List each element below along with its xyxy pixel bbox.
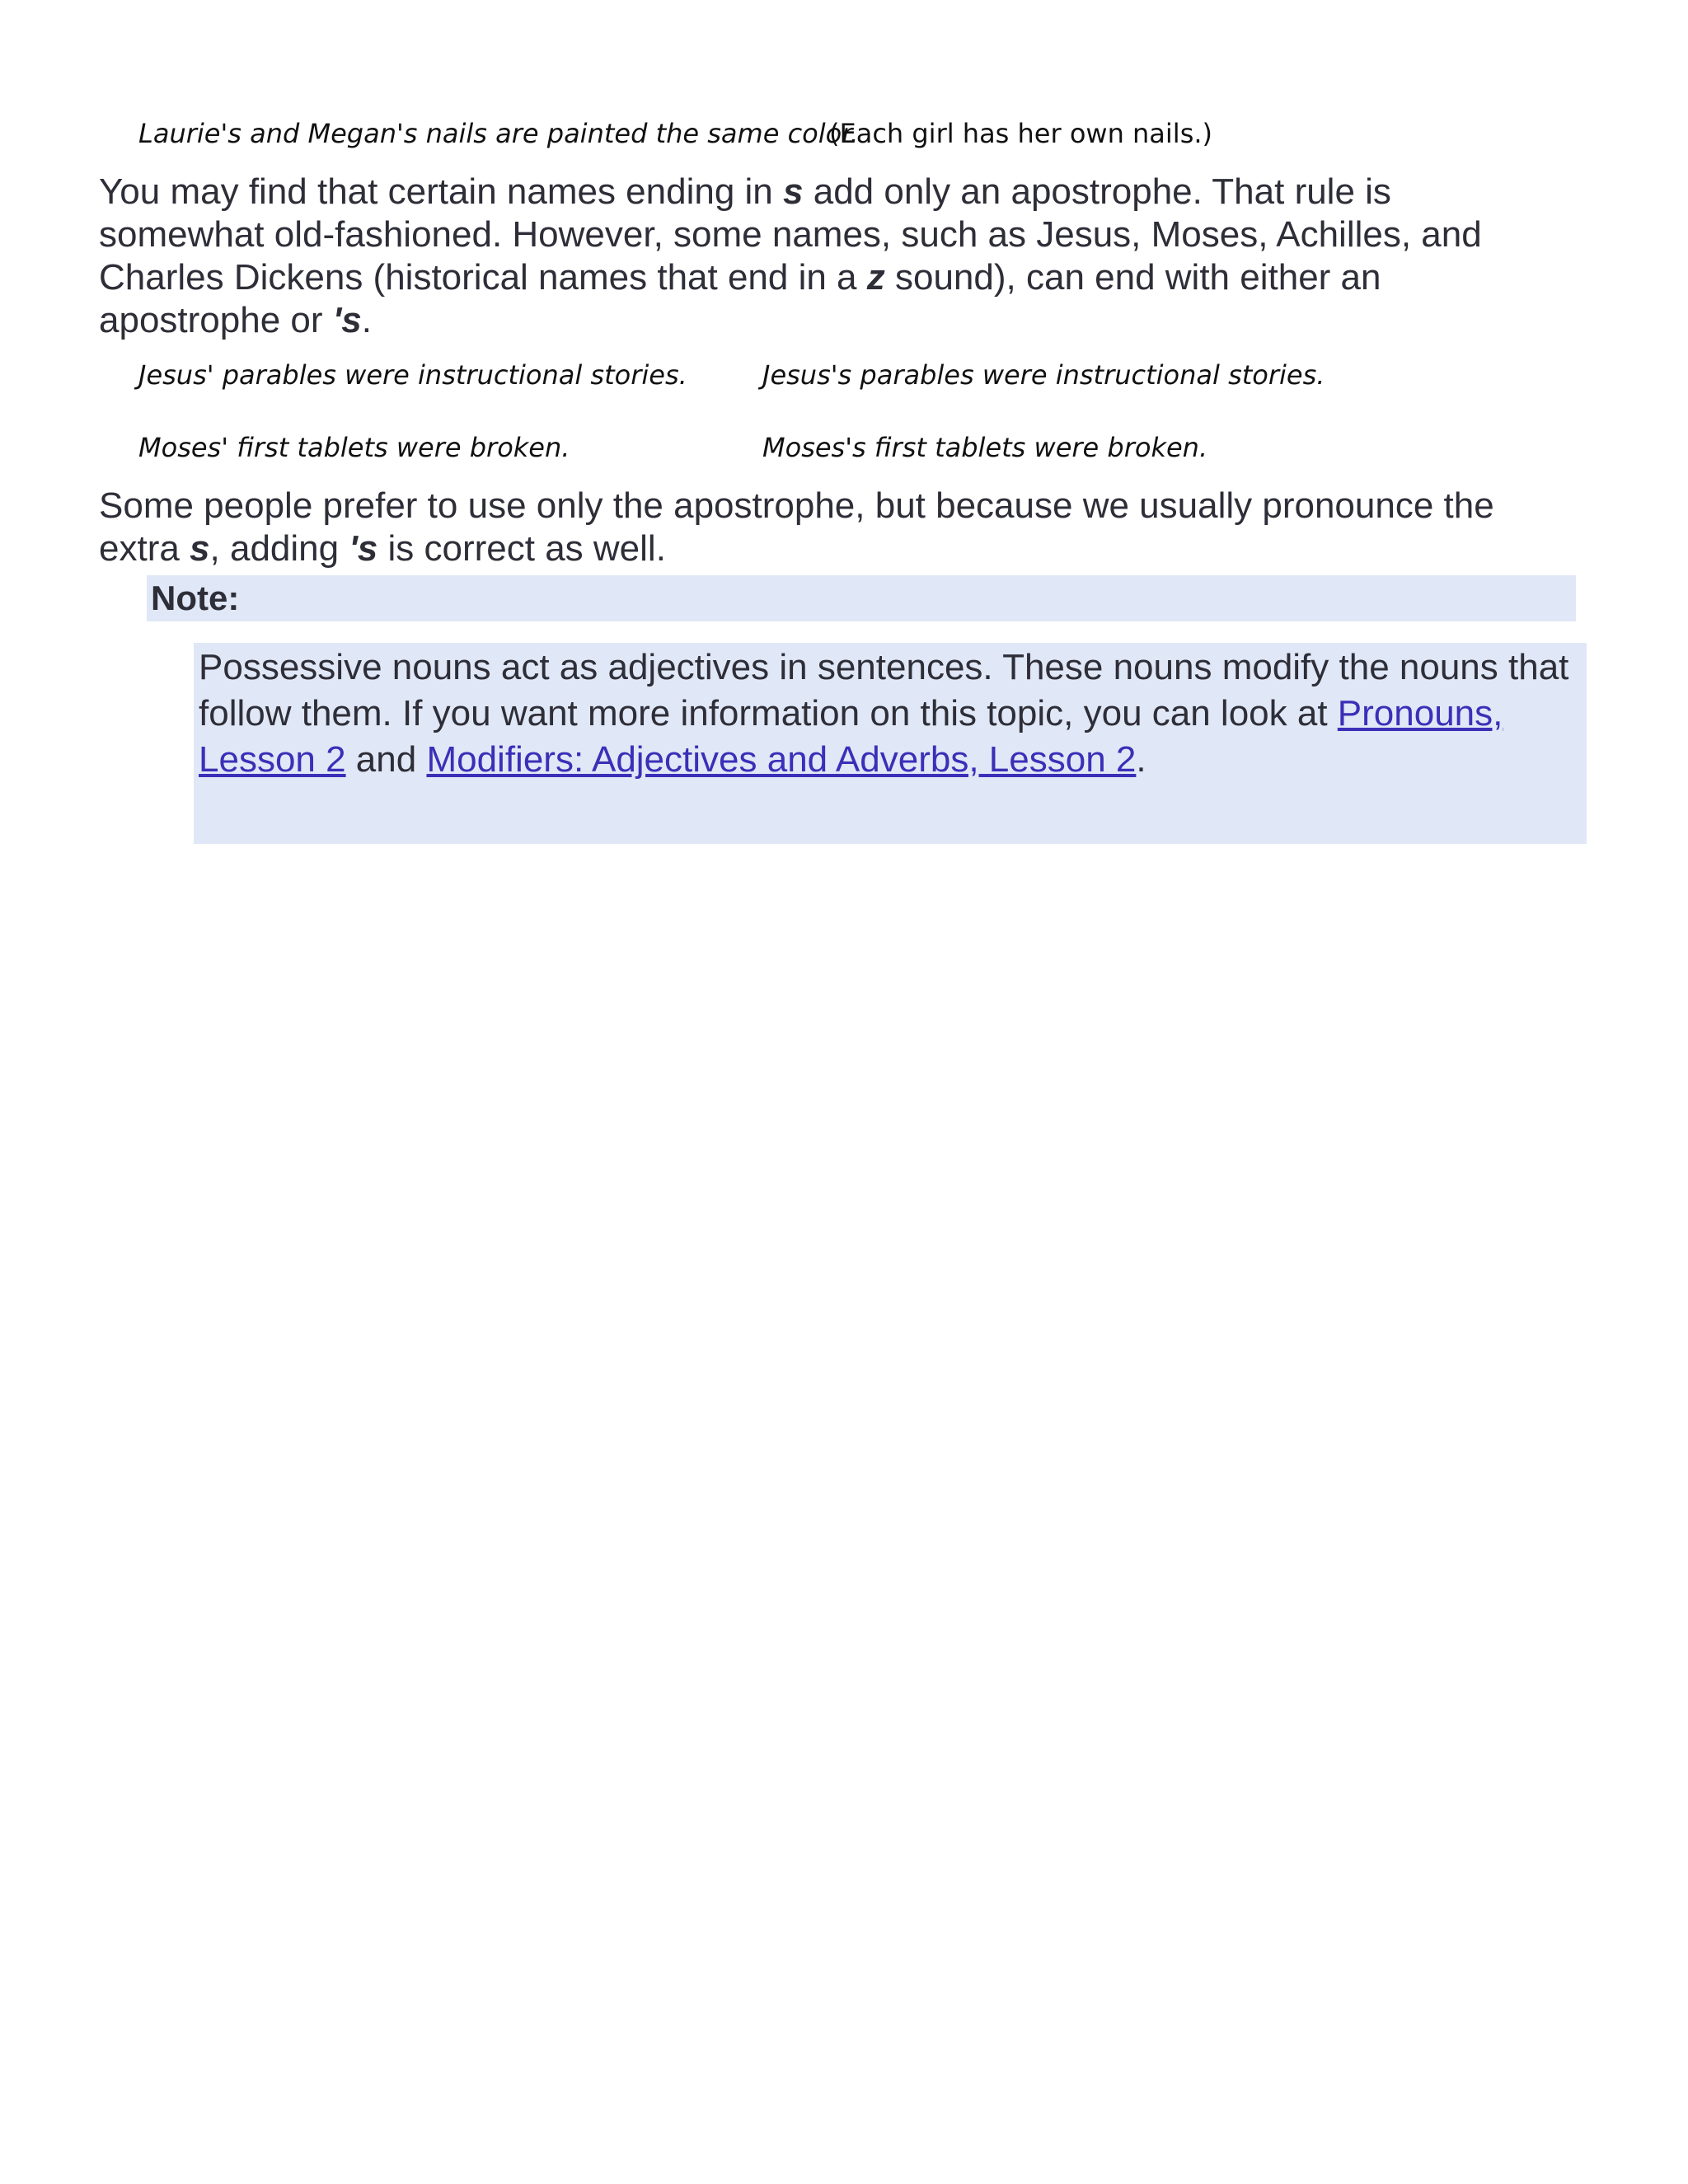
paragraph2-s-letter: s: [190, 528, 210, 569]
note-label: Note:: [151, 579, 240, 617]
note-text: [199, 644, 1575, 783]
paragraph-names-ending-in-s: [99, 171, 1566, 342]
note-text-2: and: [345, 739, 427, 780]
paragraph2-text-2: , adding: [209, 528, 349, 569]
example-sentence-laurie-megan: Laurie's and Megan's nails are painted the same color.: [138, 118, 859, 149]
paragraph2-text-3: is correct as well.: [377, 528, 666, 569]
pronouns-lesson-link[interactable]: Pronouns, Lesson 2: [199, 693, 1503, 780]
paragraph1-apostrophe-s: 's: [332, 300, 362, 340]
paragraph1-text-4: .: [361, 300, 372, 340]
paragraph1-s-letter: s: [783, 171, 804, 212]
paragraph1-text-3: sound), can end with either an apostrophe or: [99, 257, 1381, 340]
example-jesus-apostrophe-s: Jesus's parables were instructional stories.: [762, 359, 1325, 391]
note-text-1: Possessive nouns act as adjectives in sentences. These nouns modify the nouns that follow them. If you want more information on this topic, you can look at: [199, 647, 1569, 733]
example-moses-apostrophe-s: Moses's first tablets were broken.: [762, 432, 1208, 463]
note-box: [194, 643, 1587, 844]
note-header: [147, 575, 1576, 621]
paragraph2-apostrophe-s: 's: [349, 528, 378, 569]
example-note-each-girl: (Each girl has her own nails.): [829, 118, 1213, 149]
paragraph1-z-letter: z: [866, 257, 885, 298]
example-jesus-apostrophe: Jesus' parables were instructional stories.: [138, 359, 687, 391]
note-text-3: .: [1136, 739, 1146, 780]
example-moses-apostrophe: Moses' first tablets were broken.: [138, 432, 570, 463]
paragraph1-text-2: add only an apostrophe. That rule is somewhat old-fashioned. However, some names, such as Jesus, Moses, Achilles, and Charles Dickens (historical names that end in a: [99, 171, 1482, 298]
paragraph2-text-1: Some people prefer to use only the apostrophe, but because we usually pronounce the extra: [99, 485, 1494, 569]
paragraph-apostrophe-preference: [99, 485, 1566, 570]
modifiers-lesson-link[interactable]: Modifiers: Adjectives and Adverbs, Lesson 2: [426, 739, 1137, 780]
paragraph1-text-1: You may find that certain names ending in: [99, 171, 784, 212]
